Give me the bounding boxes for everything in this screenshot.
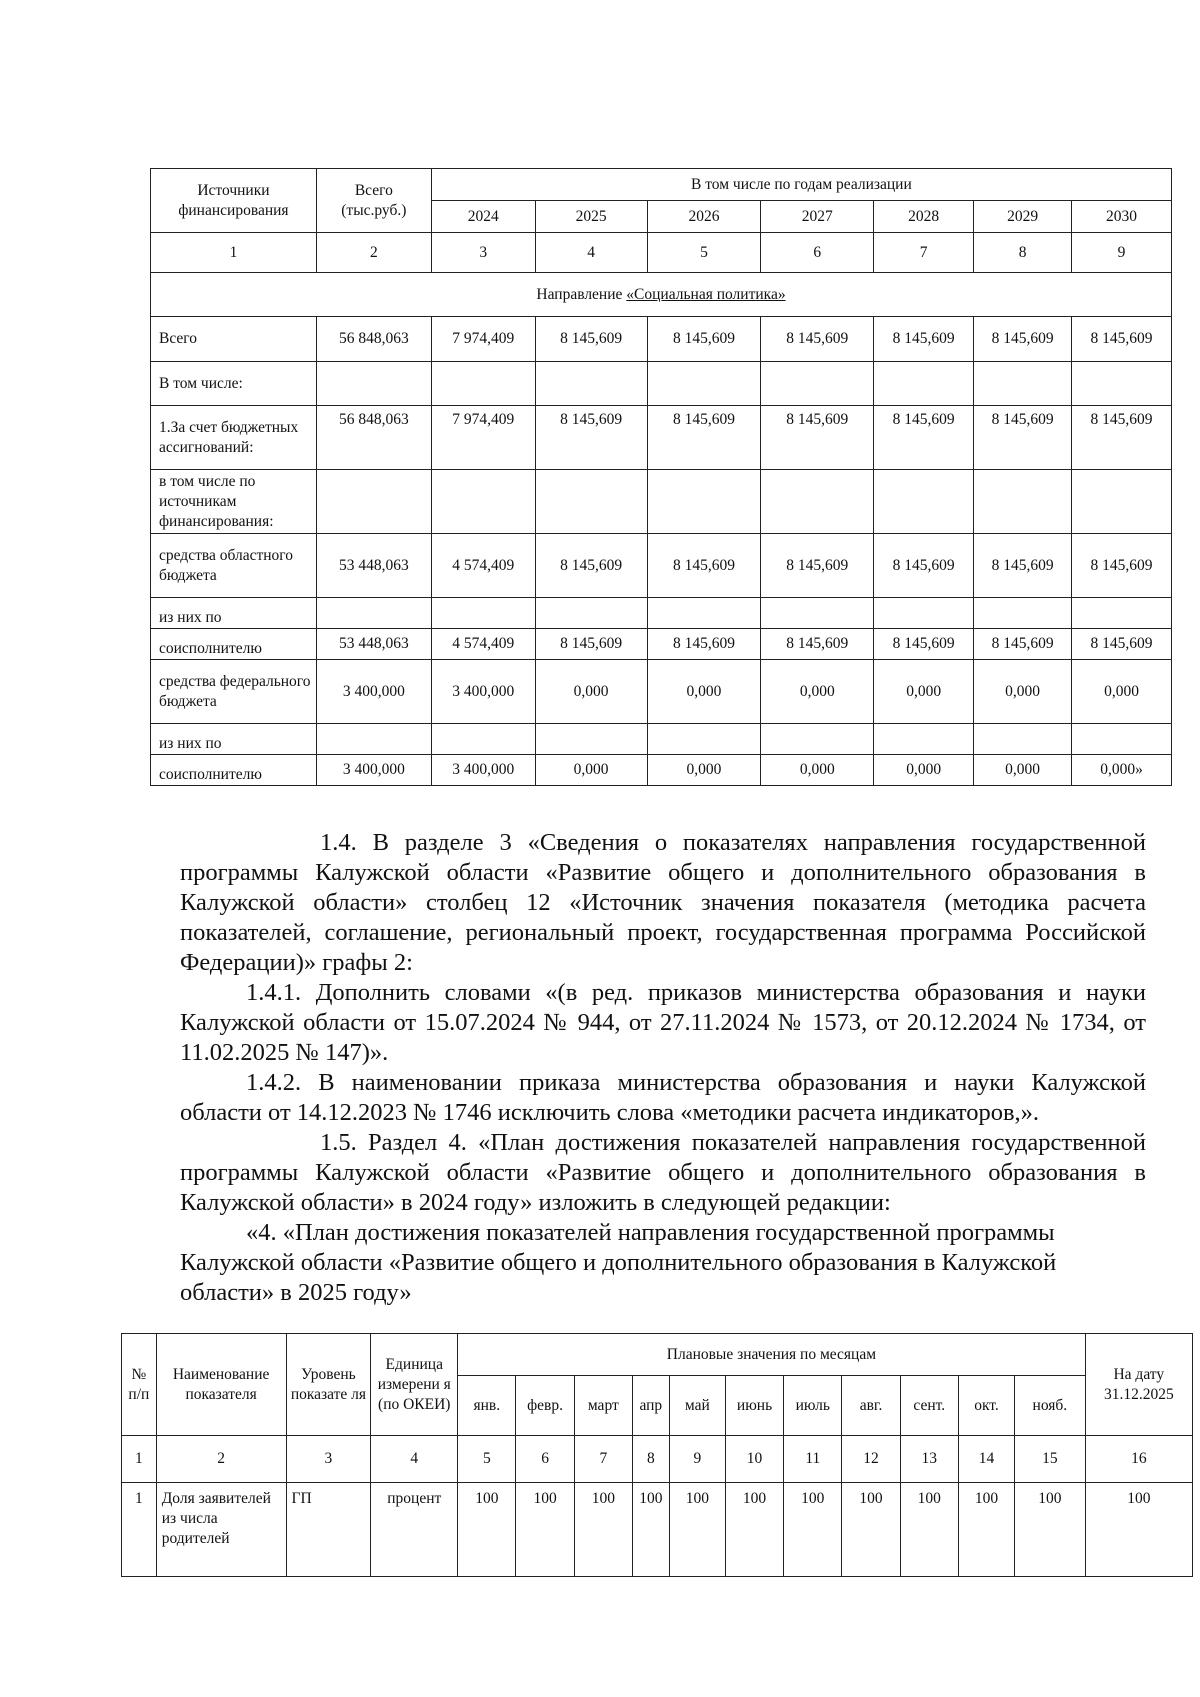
col-number: 8 <box>632 1436 669 1483</box>
col-number: 2 <box>156 1436 286 1483</box>
cell-value: 3 400,000 <box>431 755 535 786</box>
cell-value: 4 574,409 <box>431 629 535 660</box>
table-row <box>151 629 1172 660</box>
cell-value <box>1072 470 1172 534</box>
cell-value: 56 848,063 <box>316 317 431 362</box>
table-row <box>151 534 1172 598</box>
cell-value <box>1072 598 1172 629</box>
header-year: 2028 <box>874 201 974 233</box>
cell-value: 3 400,000 <box>316 755 431 786</box>
cell-value: 8 145,609 <box>874 629 974 660</box>
cell-value: 56 848,063 <box>316 406 431 470</box>
cell-value: 0,000 <box>874 660 974 724</box>
header-month: окт. <box>958 1376 1014 1436</box>
cell-value <box>535 598 647 629</box>
header-plan-caption: Плановые значения по месяцам <box>458 1334 1085 1376</box>
header-level: Уровень показате ля <box>286 1334 371 1436</box>
cell-value: 8 145,609 <box>535 317 647 362</box>
cell-value: 53 448,063 <box>316 629 431 660</box>
cell-value: 8 145,609 <box>874 534 974 598</box>
table-row <box>151 598 1172 629</box>
paragraph-number: 1.5. <box>320 1129 357 1156</box>
cell-value: 8 145,609 <box>1072 317 1172 362</box>
cell-value: 8 145,609 <box>647 317 761 362</box>
col-number: 3 <box>431 233 535 273</box>
paragraph-number: 1.4. <box>320 829 357 856</box>
header-year: 2027 <box>761 201 874 233</box>
header-month: сент. <box>900 1376 958 1436</box>
direction-name: «Социальная политика» <box>626 285 786 303</box>
header-month: янв. <box>458 1376 516 1436</box>
row-label: Всего <box>151 317 317 362</box>
cell-value <box>535 362 647 406</box>
col-number: 13 <box>900 1436 958 1483</box>
cell-value <box>761 724 874 755</box>
table-row <box>151 755 1172 786</box>
cell-value: 100 <box>900 1483 958 1577</box>
cell-value: 0,000» <box>1072 755 1172 786</box>
header-year: 2026 <box>647 201 761 233</box>
paragraph-text: Раздел 4. «План достижения показателей направления государственной программы Калужской области «Развитие общего и дополнительного образования в Калужской области» в 2024 году» изложить в следующей редакции: <box>180 1129 1146 1216</box>
cell-date-value: 100 <box>1085 1483 1192 1577</box>
cell-value <box>647 724 761 755</box>
cell-value: 7 974,409 <box>431 406 535 470</box>
financing-table <box>150 168 1172 786</box>
col-number: 4 <box>535 233 647 273</box>
cell-value <box>316 724 431 755</box>
cell-value <box>647 598 761 629</box>
col-number: 12 <box>842 1436 900 1483</box>
table-row <box>151 660 1172 724</box>
col-number: 6 <box>516 1436 574 1483</box>
document-body <box>180 828 1146 1308</box>
table-row <box>151 470 1172 534</box>
header-month: май <box>669 1376 725 1436</box>
row-level: ГП <box>286 1483 371 1577</box>
cell-value: 100 <box>516 1483 574 1577</box>
cell-value <box>874 724 974 755</box>
header-date: На дату 31.12.2025 <box>1085 1334 1192 1436</box>
direction-prefix: Направление <box>536 285 627 303</box>
header-year: 2025 <box>535 201 647 233</box>
cell-value: 0,000 <box>761 755 874 786</box>
cell-value: 0,000 <box>535 755 647 786</box>
cell-value: 8 145,609 <box>974 406 1072 470</box>
col-number: 9 <box>669 1436 725 1483</box>
header-unit: Единица измерени я (по ОКЕИ) <box>371 1334 458 1436</box>
cell-value: 0,000 <box>874 755 974 786</box>
paragraph-1-4-2: 1.4.2. В наименовании приказа министерства образования и науки Калужской области от 14.12.2023 № 1746 исключить слова «методики расчета индикаторов,». <box>180 1069 1146 1126</box>
header-month: июль <box>784 1376 842 1436</box>
plan-table <box>121 1333 1193 1577</box>
cell-value: 100 <box>1015 1483 1086 1577</box>
cell-value: 8 145,609 <box>535 406 647 470</box>
col-number: 15 <box>1015 1436 1086 1483</box>
col-number: 7 <box>574 1436 632 1483</box>
header-month: июнь <box>725 1376 783 1436</box>
cell-value <box>761 470 874 534</box>
header-year: 2030 <box>1072 201 1172 233</box>
cell-value <box>974 598 1072 629</box>
table-row <box>151 362 1172 406</box>
cell-value: 0,000 <box>647 755 761 786</box>
cell-value <box>1072 724 1172 755</box>
cell-value: 100 <box>958 1483 1014 1577</box>
cell-value: 100 <box>842 1483 900 1577</box>
cell-value: 8 145,609 <box>647 534 761 598</box>
cell-value <box>1072 362 1172 406</box>
cell-value: 8 145,609 <box>535 534 647 598</box>
cell-value: 8 145,609 <box>761 629 874 660</box>
header-month: апр <box>632 1376 669 1436</box>
direction-heading <box>151 273 1172 317</box>
column-numbers-row <box>151 233 1172 273</box>
row-label: из них по <box>151 598 317 629</box>
cell-value <box>874 362 974 406</box>
cell-value: 7 974,409 <box>431 317 535 362</box>
cell-value <box>431 362 535 406</box>
cell-value: 8 145,609 <box>647 406 761 470</box>
cell-value: 0,000 <box>1072 660 1172 724</box>
cell-value: 8 145,609 <box>761 406 874 470</box>
cell-value: 0,000 <box>535 660 647 724</box>
header-month: февр. <box>516 1376 574 1436</box>
cell-value: 3 400,000 <box>431 660 535 724</box>
header-month: нояб. <box>1015 1376 1086 1436</box>
col-number: 5 <box>647 233 761 273</box>
cell-value <box>535 724 647 755</box>
cell-value: 8 145,609 <box>761 534 874 598</box>
cell-value <box>316 362 431 406</box>
cell-value: 100 <box>632 1483 669 1577</box>
paragraph-1-4-1: 1.4.1. Дополнить словами «(в ред. приказов министерства образования и науки Калужской области от 15.07.2024 № 944, от 27.11.2024 № 1573, от 20.12.2024 № 1734, от 11.02.2025 № 147)». <box>180 979 1146 1066</box>
cell-value: 0,000 <box>647 660 761 724</box>
row-name: Доля заявителей из числа родителей <box>156 1483 286 1577</box>
cell-value <box>874 470 974 534</box>
cell-value <box>431 724 535 755</box>
paragraph-1-5 <box>180 1128 1146 1218</box>
table-row <box>151 406 1172 470</box>
row-label: средства областного бюджета <box>151 534 317 598</box>
col-number: 11 <box>784 1436 842 1483</box>
cell-value <box>647 470 761 534</box>
cell-value <box>974 362 1072 406</box>
cell-value: 8 145,609 <box>1072 629 1172 660</box>
cell-value: 3 400,000 <box>316 660 431 724</box>
header-month: март <box>574 1376 632 1436</box>
row-label: из них по <box>151 724 317 755</box>
cell-value <box>874 598 974 629</box>
paragraph-1-4 <box>180 828 1146 978</box>
col-number: 2 <box>316 233 431 273</box>
cell-value <box>431 470 535 534</box>
cell-value: 8 145,609 <box>974 317 1072 362</box>
header-total: Всего (тыс.руб.) <box>316 169 431 233</box>
row-unit: процент <box>371 1483 458 1577</box>
cell-value: 100 <box>574 1483 632 1577</box>
col-number: 7 <box>874 233 974 273</box>
cell-value: 8 145,609 <box>647 629 761 660</box>
col-number: 1 <box>151 233 317 273</box>
cell-value <box>974 724 1072 755</box>
header-year: 2024 <box>431 201 535 233</box>
col-number: 3 <box>286 1436 371 1483</box>
cell-value: 8 145,609 <box>874 317 974 362</box>
row-label: средства федерального бюджета <box>151 660 317 724</box>
cell-value: 8 145,609 <box>1072 534 1172 598</box>
header-month: авг. <box>842 1376 900 1436</box>
row-label: соисполнителю <box>151 755 317 786</box>
cell-value: 4 574,409 <box>431 534 535 598</box>
cell-value: 8 145,609 <box>974 629 1072 660</box>
cell-value <box>535 470 647 534</box>
cell-value: 100 <box>725 1483 783 1577</box>
col-number: 16 <box>1085 1436 1192 1483</box>
cell-value: 0,000 <box>974 660 1072 724</box>
row-num: 1 <box>122 1483 157 1577</box>
cell-value: 0,000 <box>974 755 1072 786</box>
col-number: 1 <box>122 1436 157 1483</box>
cell-value <box>647 362 761 406</box>
cell-value: 8 145,609 <box>874 406 974 470</box>
row-label: В том числе: <box>151 362 317 406</box>
cell-value <box>316 598 431 629</box>
cell-value: 8 145,609 <box>535 629 647 660</box>
cell-value: 8 145,609 <box>974 534 1072 598</box>
cell-value: 8 145,609 <box>1072 406 1172 470</box>
cell-value <box>761 362 874 406</box>
row-label: в том числе по источникам финансирования: <box>151 470 317 534</box>
col-number: 8 <box>974 233 1072 273</box>
cell-value <box>316 470 431 534</box>
col-number: 4 <box>371 1436 458 1483</box>
cell-value <box>431 598 535 629</box>
paragraph-section-4-title: «4. «План достижения показателей направления государственной программы Калужской области «Развитие общего и дополнительного образования в Калужской области» в 2025 году» <box>180 1219 1057 1306</box>
cell-value: 100 <box>784 1483 842 1577</box>
cell-value <box>974 470 1072 534</box>
col-number: 6 <box>761 233 874 273</box>
cell-value <box>761 598 874 629</box>
header-years-caption: В том числе по годам реализации <box>431 169 1171 201</box>
col-number: 5 <box>458 1436 516 1483</box>
table-row <box>151 724 1172 755</box>
cell-value: 0,000 <box>761 660 874 724</box>
cell-value: 53 448,063 <box>316 534 431 598</box>
column-numbers-row <box>122 1436 1193 1483</box>
cell-value: 100 <box>458 1483 516 1577</box>
col-number: 10 <box>725 1436 783 1483</box>
cell-value: 8 145,609 <box>761 317 874 362</box>
paragraph-text: В разделе 3 «Сведения о показателях направления государственной программы Калужской области «Развитие общего и дополнительного образования в Калужской области» столбец 12 «Источник значения показателя (методика расчета показателей, соглашение, региональный проект, государственная программа Российской Федерации)» графы 2: <box>180 829 1146 976</box>
row-label: 1.За счет бюджетных ассигнований: <box>151 406 317 470</box>
col-number: 14 <box>958 1436 1014 1483</box>
header-num: № п/п <box>122 1334 157 1436</box>
table-row <box>122 1483 1193 1577</box>
header-source: Источники финансирования <box>151 169 317 233</box>
table-row <box>151 317 1172 362</box>
header-year: 2029 <box>974 201 1072 233</box>
header-name: Наименование показателя <box>156 1334 286 1436</box>
col-number: 9 <box>1072 233 1172 273</box>
cell-value: 100 <box>669 1483 725 1577</box>
row-label: соисполнителю <box>151 629 317 660</box>
